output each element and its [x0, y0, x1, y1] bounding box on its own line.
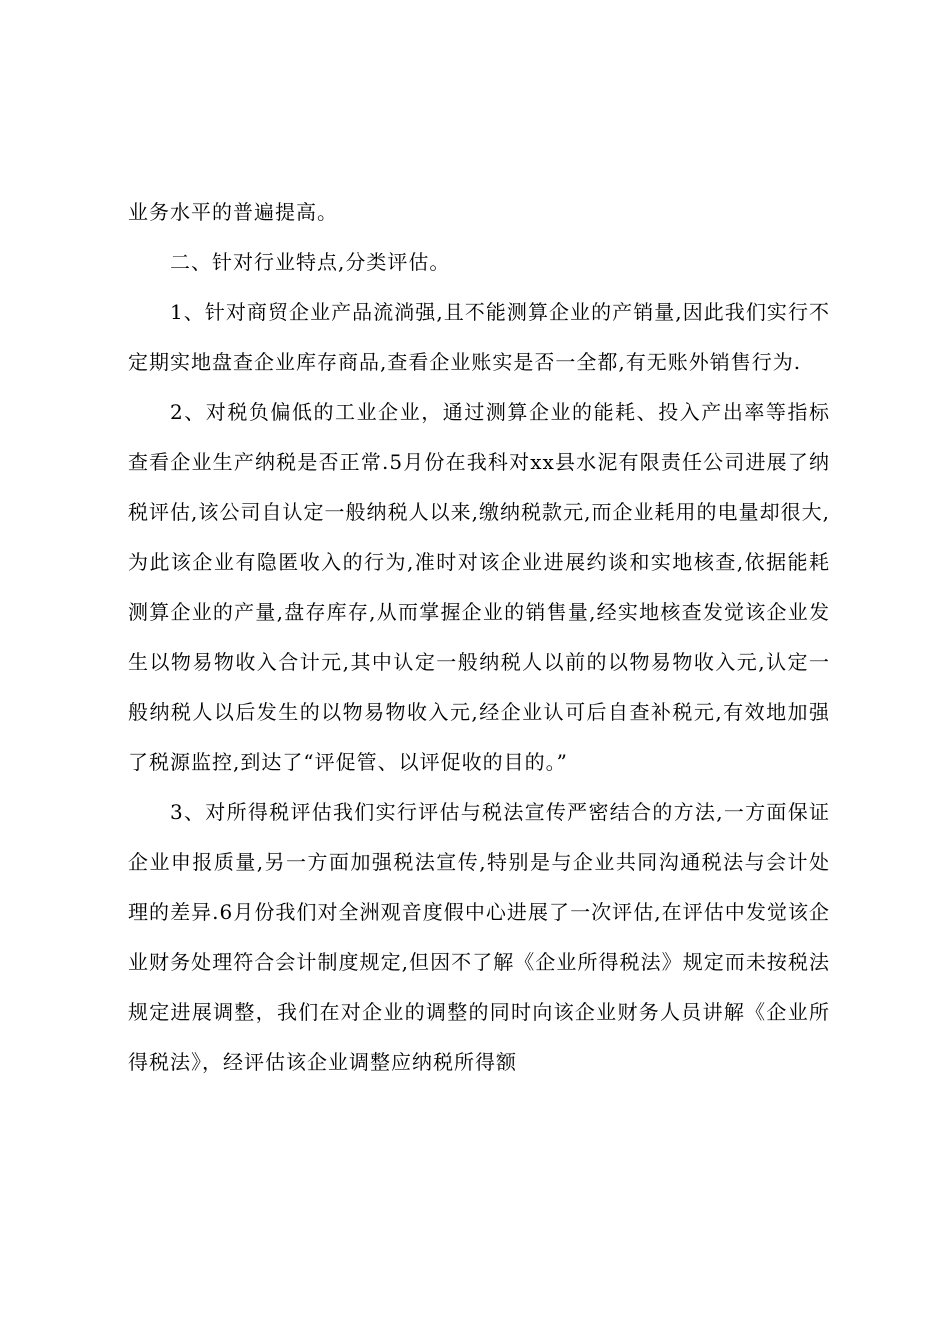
paragraph-item-2: 2、对税负偏低的工业企业，通过测算企业的能耗、投入产出率等指标查看企业生产纳税是否正常.5月份在我科对xx县水泥有限责任公司进展了纳税评估,该公司自认定一般纳税人以来,缴纳税款元,而企业耗用的电量却很大,为此该企业有隐匿收入的行为,准时对该企业进展约谈和实地核查,依据能耗测算企业的产量,盘存库存,从而掌握企业的销售量,经实地核查发觉该企业发生以物易物收入合计元,其中认定一般纳税人以前的以物易物收入元,认定一般纳税人以后发生的以物易物收入元,经企业认可后自查补税元,有效地加强了税源监控,到达了“评促管、以评促收的目的。”: [128, 400, 830, 774]
document-body: [128, 187, 830, 1087]
paragraph-item-1: 1、针对商贸企业产品流淌强,且不能测算企业的产销量,因此我们实行不定期实地盘查企业库存商品,查看企业账实是否一全都,有无账外销售行为.: [128, 300, 830, 374]
paragraph-continuation: 业务水平的普遍提高。: [128, 200, 338, 224]
paragraph-section-heading: 二、针对行业特点,分类评估。: [170, 250, 451, 274]
paragraph-item-3: 3、对所得税评估我们实行评估与税法宣传严密结合的方法,一方面保证企业申报质量,另一方面加强税法宣传,特别是与企业共同沟通税法与会计处理的差异.6月份我们对全洲观音度假中心进展了一次评估,在评估中发觉该企业财务处理符合会计制度规定,但因不了解《企业所得税法》规定而未按税法规定进展调整，我们在对企业的调整的同时向该企业财务人员讲解《企业所得税法》，经评估该企业调整应纳税所得额: [128, 800, 830, 1074]
